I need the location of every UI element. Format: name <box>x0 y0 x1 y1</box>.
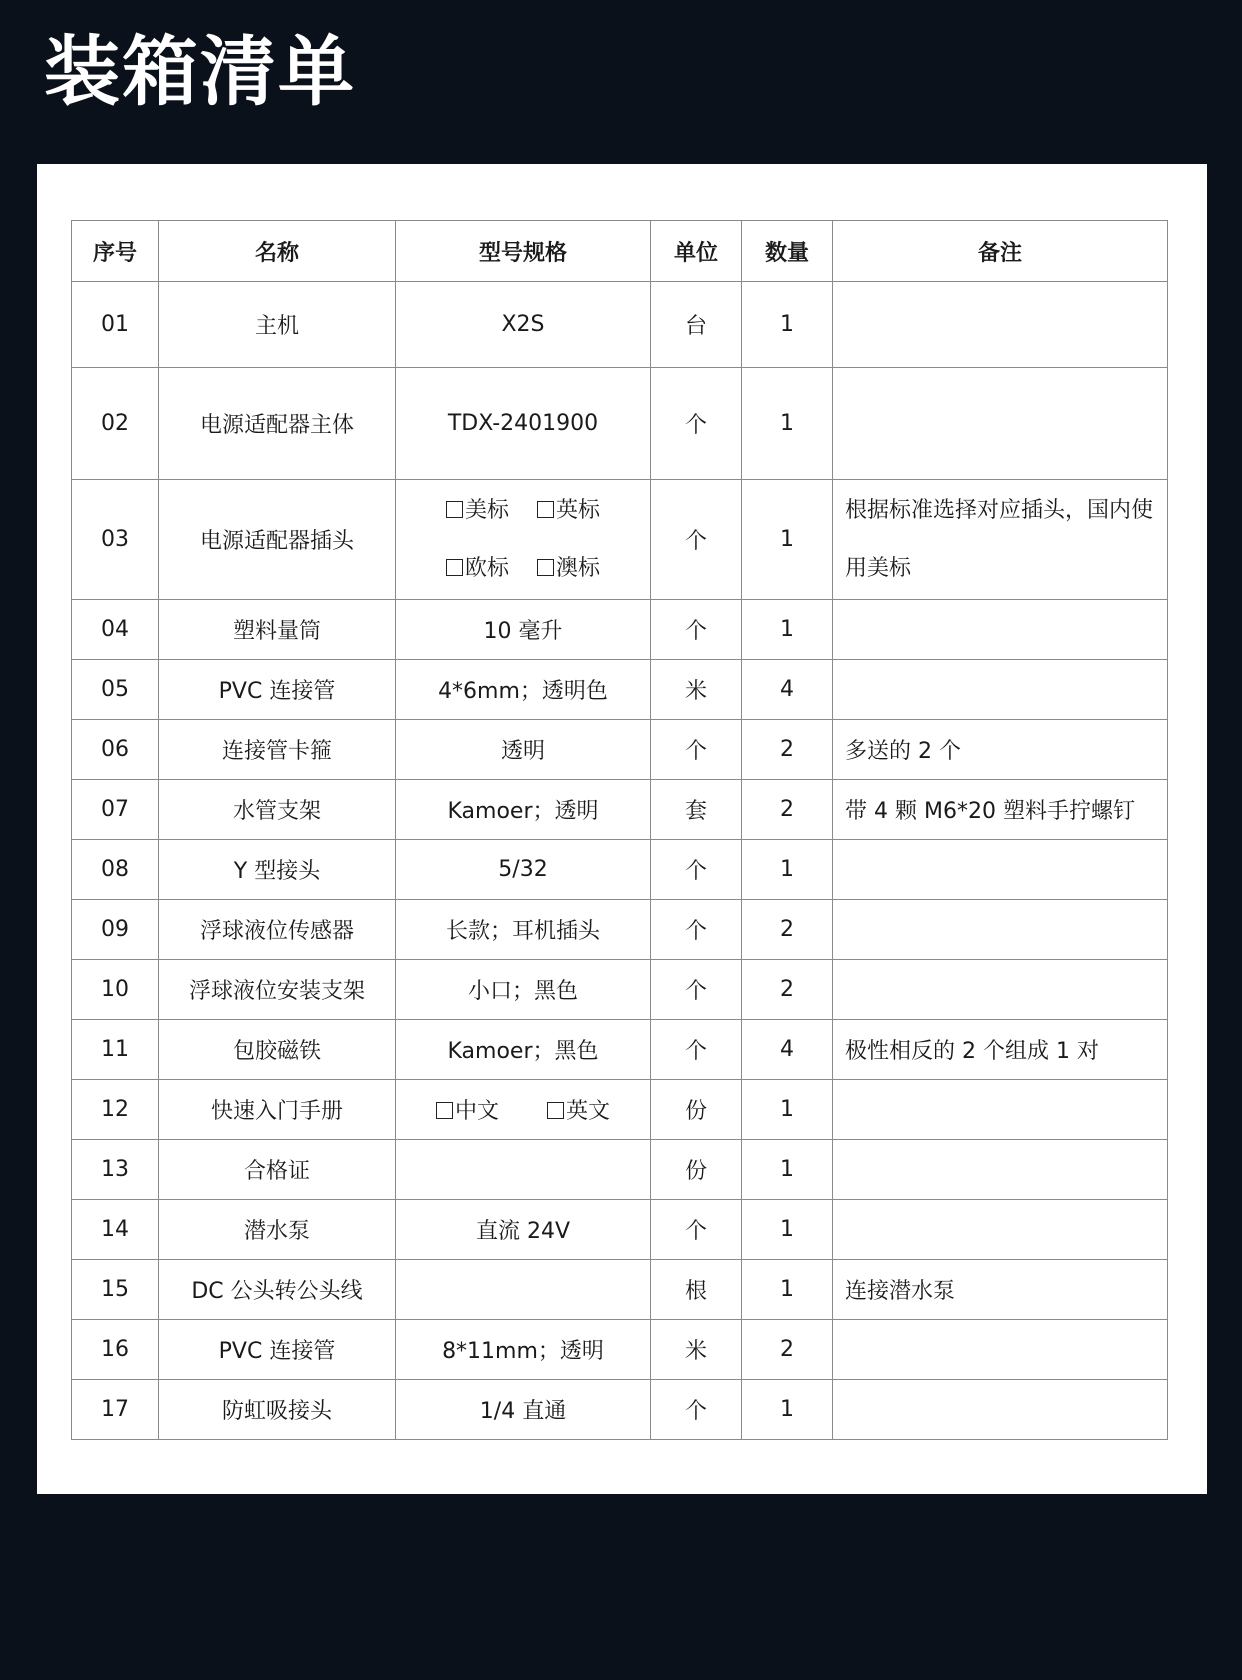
cell-spec: 长款；耳机插头 <box>396 900 651 960</box>
table-row <box>72 720 1168 780</box>
table-row <box>72 1140 1168 1200</box>
cell-no: 04 <box>72 600 159 660</box>
cell-name: 包胶磁铁 <box>159 1020 396 1080</box>
table-row <box>72 900 1168 960</box>
cell-note <box>833 1140 1168 1200</box>
cell-no: 05 <box>72 660 159 720</box>
cell-note <box>833 1380 1168 1440</box>
cell-unit: 个 <box>651 600 742 660</box>
cell-qty: 1 <box>742 1260 833 1320</box>
cell-note: 多送的 2 个 <box>833 720 1168 780</box>
cell-qty: 2 <box>742 960 833 1020</box>
cell-qty: 1 <box>742 1380 833 1440</box>
table-row <box>72 1080 1168 1140</box>
table-row <box>72 480 1168 600</box>
cell-note <box>833 1320 1168 1380</box>
checkbox-icon[interactable] <box>537 501 554 518</box>
cell-no: 15 <box>72 1260 159 1320</box>
cell-name: 合格证 <box>159 1140 396 1200</box>
table-row <box>72 1200 1168 1260</box>
cell-spec: 直流 24V <box>396 1200 651 1260</box>
cell-no: 13 <box>72 1140 159 1200</box>
cell-spec: 1/4 直通 <box>396 1380 651 1440</box>
cell-name: 潜水泵 <box>159 1200 396 1260</box>
cell-qty: 4 <box>742 1020 833 1080</box>
cell-unit: 根 <box>651 1260 742 1320</box>
cell-unit: 米 <box>651 1320 742 1380</box>
cell-note <box>833 900 1168 960</box>
cell-spec: Kamoer；黑色 <box>396 1020 651 1080</box>
cell-note: 根据标准选择对应插头，国内使用美标 <box>833 480 1168 600</box>
cell-unit: 套 <box>651 780 742 840</box>
cell-unit: 个 <box>651 720 742 780</box>
manual-option-english[interactable]: 英文 <box>547 1094 610 1125</box>
cell-note: 连接潜水泵 <box>833 1260 1168 1320</box>
cell-note <box>833 840 1168 900</box>
cell-name: 连接管卡箍 <box>159 720 396 780</box>
table-row <box>72 780 1168 840</box>
cell-no: 01 <box>72 282 159 368</box>
table-row <box>72 1260 1168 1320</box>
manual-option-chinese[interactable]: 中文 <box>436 1094 499 1125</box>
cell-no: 08 <box>72 840 159 900</box>
cell-no: 17 <box>72 1380 159 1440</box>
cell-note: 带 4 颗 M6*20 塑料手拧螺钉 <box>833 780 1168 840</box>
cell-no: 03 <box>72 480 159 600</box>
cell-spec: X2S <box>396 282 651 368</box>
cell-no: 16 <box>72 1320 159 1380</box>
cell-unit: 份 <box>651 1140 742 1200</box>
cell-spec: Kamoer；透明 <box>396 780 651 840</box>
cell-no: 07 <box>72 780 159 840</box>
cell-qty: 1 <box>742 600 833 660</box>
table-row <box>72 840 1168 900</box>
cell-spec: 10 毫升 <box>396 600 651 660</box>
cell-qty: 4 <box>742 660 833 720</box>
cell-unit: 个 <box>651 1200 742 1260</box>
cell-spec: 透明 <box>396 720 651 780</box>
cell-qty: 2 <box>742 1320 833 1380</box>
cell-qty: 1 <box>742 480 833 600</box>
checkbox-icon[interactable] <box>537 559 554 576</box>
cell-qty: 1 <box>742 1080 833 1140</box>
cell-spec <box>396 1140 651 1200</box>
checkbox-icon[interactable] <box>436 1102 453 1119</box>
cell-qty: 2 <box>742 780 833 840</box>
cell-unit: 个 <box>651 480 742 600</box>
cell-spec: 4*6mm；透明色 <box>396 660 651 720</box>
cell-name: 电源适配器主体 <box>159 368 396 480</box>
cell-qty: 1 <box>742 368 833 480</box>
plug-option-au[interactable]: 澳标 <box>537 540 600 598</box>
cell-name: 塑料量筒 <box>159 600 396 660</box>
cell-no: 10 <box>72 960 159 1020</box>
table-row <box>72 600 1168 660</box>
cell-spec: 小口；黑色 <box>396 960 651 1020</box>
cell-name: 主机 <box>159 282 396 368</box>
table-row <box>72 960 1168 1020</box>
cell-name: 浮球液位安装支架 <box>159 960 396 1020</box>
plug-option-uk[interactable]: 英标 <box>537 482 600 540</box>
cell-unit: 米 <box>651 660 742 720</box>
cell-note <box>833 600 1168 660</box>
cell-spec <box>396 1260 651 1320</box>
header-spec: 型号规格 <box>396 221 651 282</box>
table-row <box>72 1380 1168 1440</box>
cell-note <box>833 1080 1168 1140</box>
checkbox-icon[interactable] <box>446 501 463 518</box>
table-row <box>72 660 1168 720</box>
cell-qty: 2 <box>742 720 833 780</box>
table-row <box>72 282 1168 368</box>
cell-unit: 个 <box>651 960 742 1020</box>
cell-spec: 8*11mm；透明 <box>396 1320 651 1380</box>
cell-unit: 个 <box>651 1380 742 1440</box>
cell-qty: 1 <box>742 840 833 900</box>
header-unit: 单位 <box>651 221 742 282</box>
table-row <box>72 368 1168 480</box>
cell-spec-options <box>396 1080 651 1140</box>
cell-spec: TDX-2401900 <box>396 368 651 480</box>
cell-qty: 1 <box>742 1140 833 1200</box>
cell-note <box>833 368 1168 480</box>
cell-note <box>833 1200 1168 1260</box>
cell-qty: 1 <box>742 1200 833 1260</box>
header-name: 名称 <box>159 221 396 282</box>
cell-name: Y 型接头 <box>159 840 396 900</box>
cell-note <box>833 282 1168 368</box>
checkbox-icon[interactable] <box>547 1102 564 1119</box>
cell-note <box>833 660 1168 720</box>
cell-note: 极性相反的 2 个组成 1 对 <box>833 1020 1168 1080</box>
header-note: 备注 <box>833 221 1168 282</box>
cell-no: 09 <box>72 900 159 960</box>
cell-unit: 个 <box>651 900 742 960</box>
header-no: 序号 <box>72 221 159 282</box>
cell-note <box>833 960 1168 1020</box>
cell-no: 02 <box>72 368 159 480</box>
cell-unit: 份 <box>651 1080 742 1140</box>
cell-name: 防虹吸接头 <box>159 1380 396 1440</box>
page-title: 装箱清单 <box>44 27 356 116</box>
cell-name: 快速入门手册 <box>159 1080 396 1140</box>
plug-option-us[interactable]: 美标 <box>446 482 509 540</box>
cell-no: 06 <box>72 720 159 780</box>
packing-list-table <box>71 220 1168 1440</box>
cell-no: 11 <box>72 1020 159 1080</box>
cell-name: 浮球液位传感器 <box>159 900 396 960</box>
cell-unit: 个 <box>651 1020 742 1080</box>
cell-unit: 台 <box>651 282 742 368</box>
cell-no: 12 <box>72 1080 159 1140</box>
packing-list-card <box>37 164 1207 1494</box>
cell-name: DC 公头转公头线 <box>159 1260 396 1320</box>
cell-unit: 个 <box>651 840 742 900</box>
cell-name: 电源适配器插头 <box>159 480 396 600</box>
header-qty: 数量 <box>742 221 833 282</box>
checkbox-icon[interactable] <box>446 559 463 576</box>
cell-spec-options <box>396 480 651 600</box>
cell-unit: 个 <box>651 368 742 480</box>
table-row <box>72 1020 1168 1080</box>
cell-name: 水管支架 <box>159 780 396 840</box>
cell-qty: 2 <box>742 900 833 960</box>
table-header-row <box>72 221 1168 282</box>
table-row <box>72 1320 1168 1380</box>
plug-option-eu[interactable]: 欧标 <box>446 540 509 598</box>
cell-no: 14 <box>72 1200 159 1260</box>
cell-name: PVC 连接管 <box>159 1320 396 1380</box>
cell-name: PVC 连接管 <box>159 660 396 720</box>
cell-qty: 1 <box>742 282 833 368</box>
cell-spec: 5/32 <box>396 840 651 900</box>
